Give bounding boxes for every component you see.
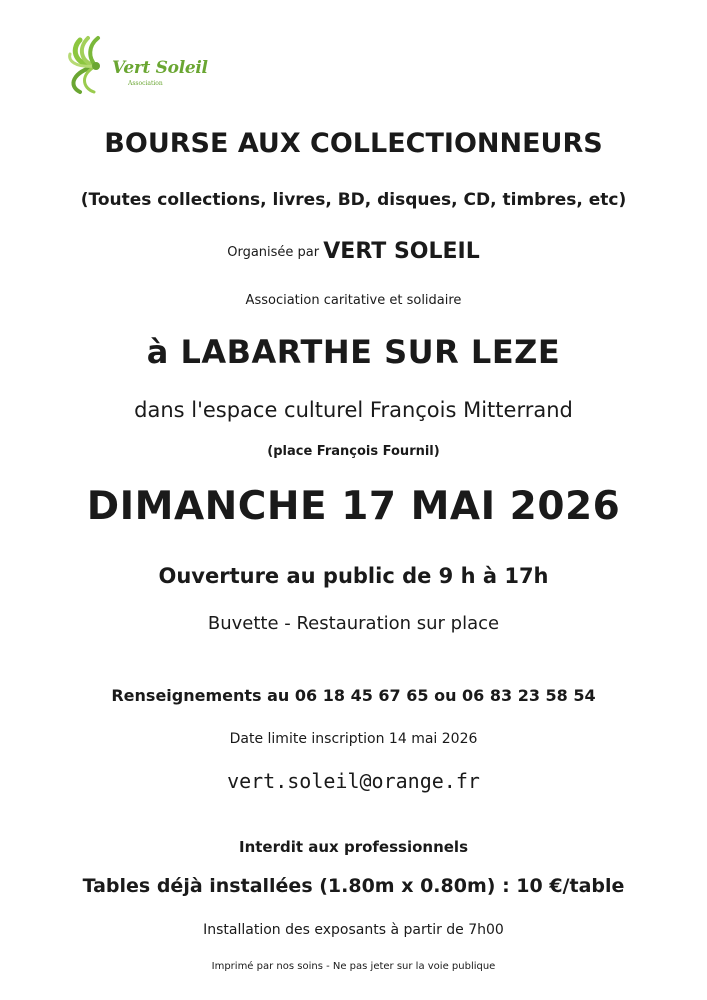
vert-soleil-logo <box>66 32 206 96</box>
organised-by <box>0 239 707 264</box>
event-town: à LABARTHE SUR LEZE <box>146 333 561 371</box>
professionals-notice: Interdit aux professionnels <box>238 838 468 856</box>
organised-prefix: Organisée par <box>227 245 320 260</box>
logo-name: Vert Soleil <box>112 58 208 78</box>
exhibitor-setup-time: Installation des exposants à partir de 7h00 <box>203 922 504 938</box>
event-title: BOURSE AUX COLLECTIONNEURS <box>104 128 603 159</box>
event-subtitle: (Toutes collections, livres, BD, disques, CD, timbres, etc) <box>80 190 627 210</box>
event-place: (place François Fournil) <box>267 444 440 459</box>
event-venue: dans l'espace culturel François Mitterrand <box>134 398 573 422</box>
contact-email: vert.soleil@orange.fr <box>227 769 480 793</box>
event-date: DIMANCHE 17 MAI 2026 <box>86 484 621 529</box>
logo-subtitle: Association <box>128 80 163 87</box>
table-pricing: Tables déjà installées (1.80m x 0.80m) : 10 €/table <box>82 875 625 897</box>
association-description: Association caritative et solidaire <box>245 293 462 308</box>
contact-phones: Renseignements au 06 18 45 67 65 ou 06 83 23 58 54 <box>111 686 596 705</box>
organiser-name: VERT SOLEIL <box>323 239 480 264</box>
opening-hours: Ouverture au public de 9 h à 17h <box>158 564 549 588</box>
registration-deadline: Date limite inscription 14 mai 2026 <box>229 731 478 747</box>
catering-info: Buvette - Restauration sur place <box>207 613 500 634</box>
footer-note: Imprimé par nos soins - Ne pas jeter sur la voie publique <box>211 961 496 972</box>
